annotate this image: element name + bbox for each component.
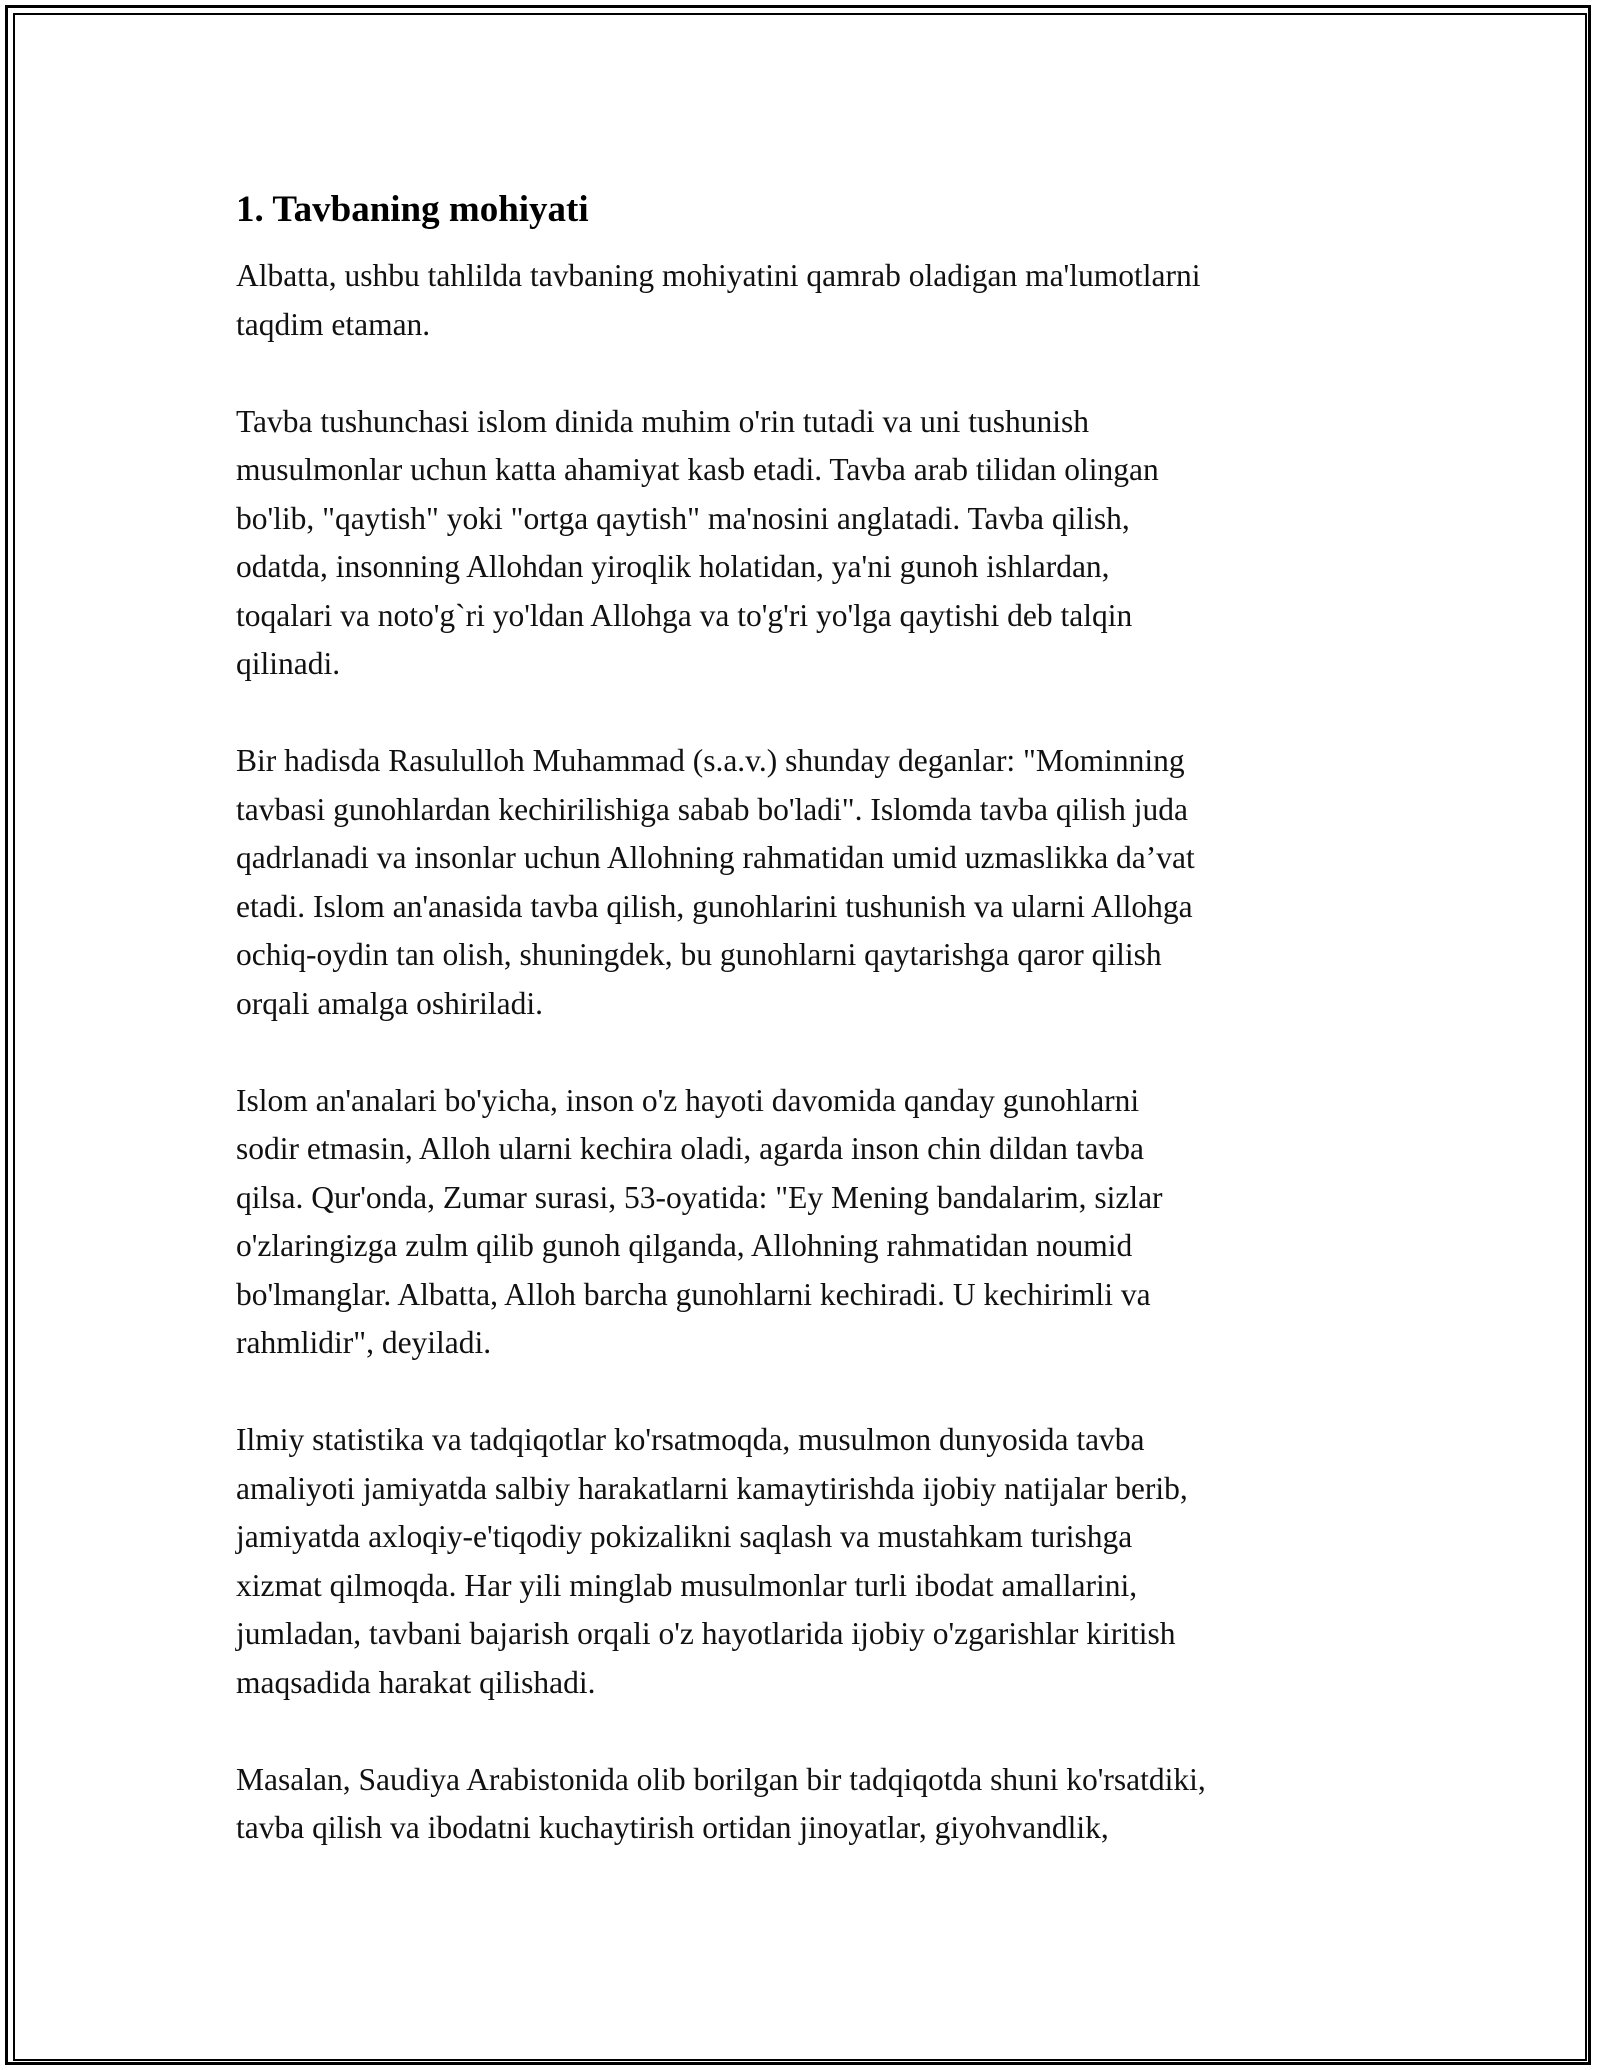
text-line: maqsadida harakat qilishadi.	[236, 1664, 596, 1700]
text-line: orqali amalga oshiriladi.	[236, 985, 544, 1021]
text-line: Ilmiy statistika va tadqiqotlar ko'rsatmoqda, musulmon dunyosida tavba	[236, 1422, 1145, 1457]
paragraph-definition	[236, 398, 1376, 689]
text-line: rahmlidir", deyiladi.	[236, 1325, 492, 1360]
text-line: musulmonlar uchun katta ahamiyat kasb etadi. Tavba arab tilidan olingan	[236, 452, 1159, 487]
text-line: odatda, insonning Allohdan yiroqlik holatidan, ya'ni gunoh ishlardan,	[236, 549, 1110, 584]
text-line: etadi. Islom an'anasida tavba qilish, gunohlarini tushunish va ularni Allohga	[236, 888, 1193, 924]
text-line: ochiq-oydin tan olish, shuningdek, bu gunohlarni qaytarishga qaror qilish	[236, 937, 1162, 972]
document-body	[236, 186, 1376, 1901]
text-line: tavbasi gunohlardan kechirilishiga sabab bo'ladi". Islomda tavba qilish juda	[236, 791, 1188, 827]
text-line: bo'lmanglar. Albatta, Alloh barcha gunohlarni kechiradi. U kechirimli va	[236, 1276, 1151, 1312]
paragraph-hadith	[236, 737, 1376, 1028]
text-line: qadrlanadi va insonlar uchun Allohning rahmatidan umid uzmaslikka da’vat	[236, 840, 1195, 875]
paragraph-intro	[236, 252, 1376, 349]
paragraph-example	[236, 1756, 1376, 1853]
text-line: qilsa. Qur'onda, Zumar surasi, 53-oyatida: "Ey Mening bandalarim, sizlar	[236, 1179, 1163, 1215]
text-line: xizmat qilmoqda. Har yili minglab musulmonlar turli ibodat amallarini,	[236, 1567, 1138, 1603]
text-line: o'zlaringizga zulm qilib gunoh qilganda, Allohning rahmatidan noumid	[236, 1228, 1133, 1263]
text-line: sodir etmasin, Alloh ularni kechira oladi, agarda inson chin dildan tavba	[236, 1131, 1145, 1166]
text-line: jamiyatda axloqiy-e'tiqodiy pokizalikni saqlash va mustahkam turishga	[236, 1519, 1133, 1554]
text-line: jumladan, tavbani bajarish orqali o'z hayotlarida ijobiy o'zgarishlar kiritish	[236, 1616, 1176, 1651]
text-line: Tavba tushunchasi islom dinida muhim o'rin tutadi va uni tushunish	[236, 403, 1090, 439]
paragraph-statistics	[236, 1416, 1376, 1707]
paragraph-quran	[236, 1077, 1376, 1368]
text-line: Albatta, ushbu tahlilda tavbaning mohiyatini qamrab oladigan ma'lumotlarni	[236, 258, 1201, 293]
text-line: bo'lib, "qaytish" yoki "ortga qaytish" ma'nosini anglatadi. Tavba qilish,	[236, 500, 1130, 536]
text-line: tavba qilish va ibodatni kuchaytirish ortidan jinoyatlar, giyohvandlik,	[236, 1810, 1109, 1845]
section-heading: 1. Tavbaning mohiyati	[236, 189, 589, 230]
text-line: Bir hadisda Rasululloh Muhammad (s.a.v.) shunday deganlar: "Mominning	[236, 743, 1185, 778]
text-line: taqdim etaman.	[236, 306, 431, 342]
text-line: qilinadi.	[236, 646, 341, 681]
text-line: Masalan, Saudiya Arabistonida olib borilgan bir tadqiqotda shuni ko'rsatdiki,	[236, 1761, 1206, 1797]
text-line: amaliyoti jamiyatda salbiy harakatlarni kamaytirishda ijobiy natijalar berib,	[236, 1470, 1188, 1506]
text-line: Islom an'analari bo'yicha, inson o'z hayoti davomida qanday gunohlarni	[236, 1082, 1140, 1118]
text-line: toqalari va noto'g`ri yo'ldan Allohga va to'g'ri yo'lga qaytishi deb talqin	[236, 597, 1133, 633]
